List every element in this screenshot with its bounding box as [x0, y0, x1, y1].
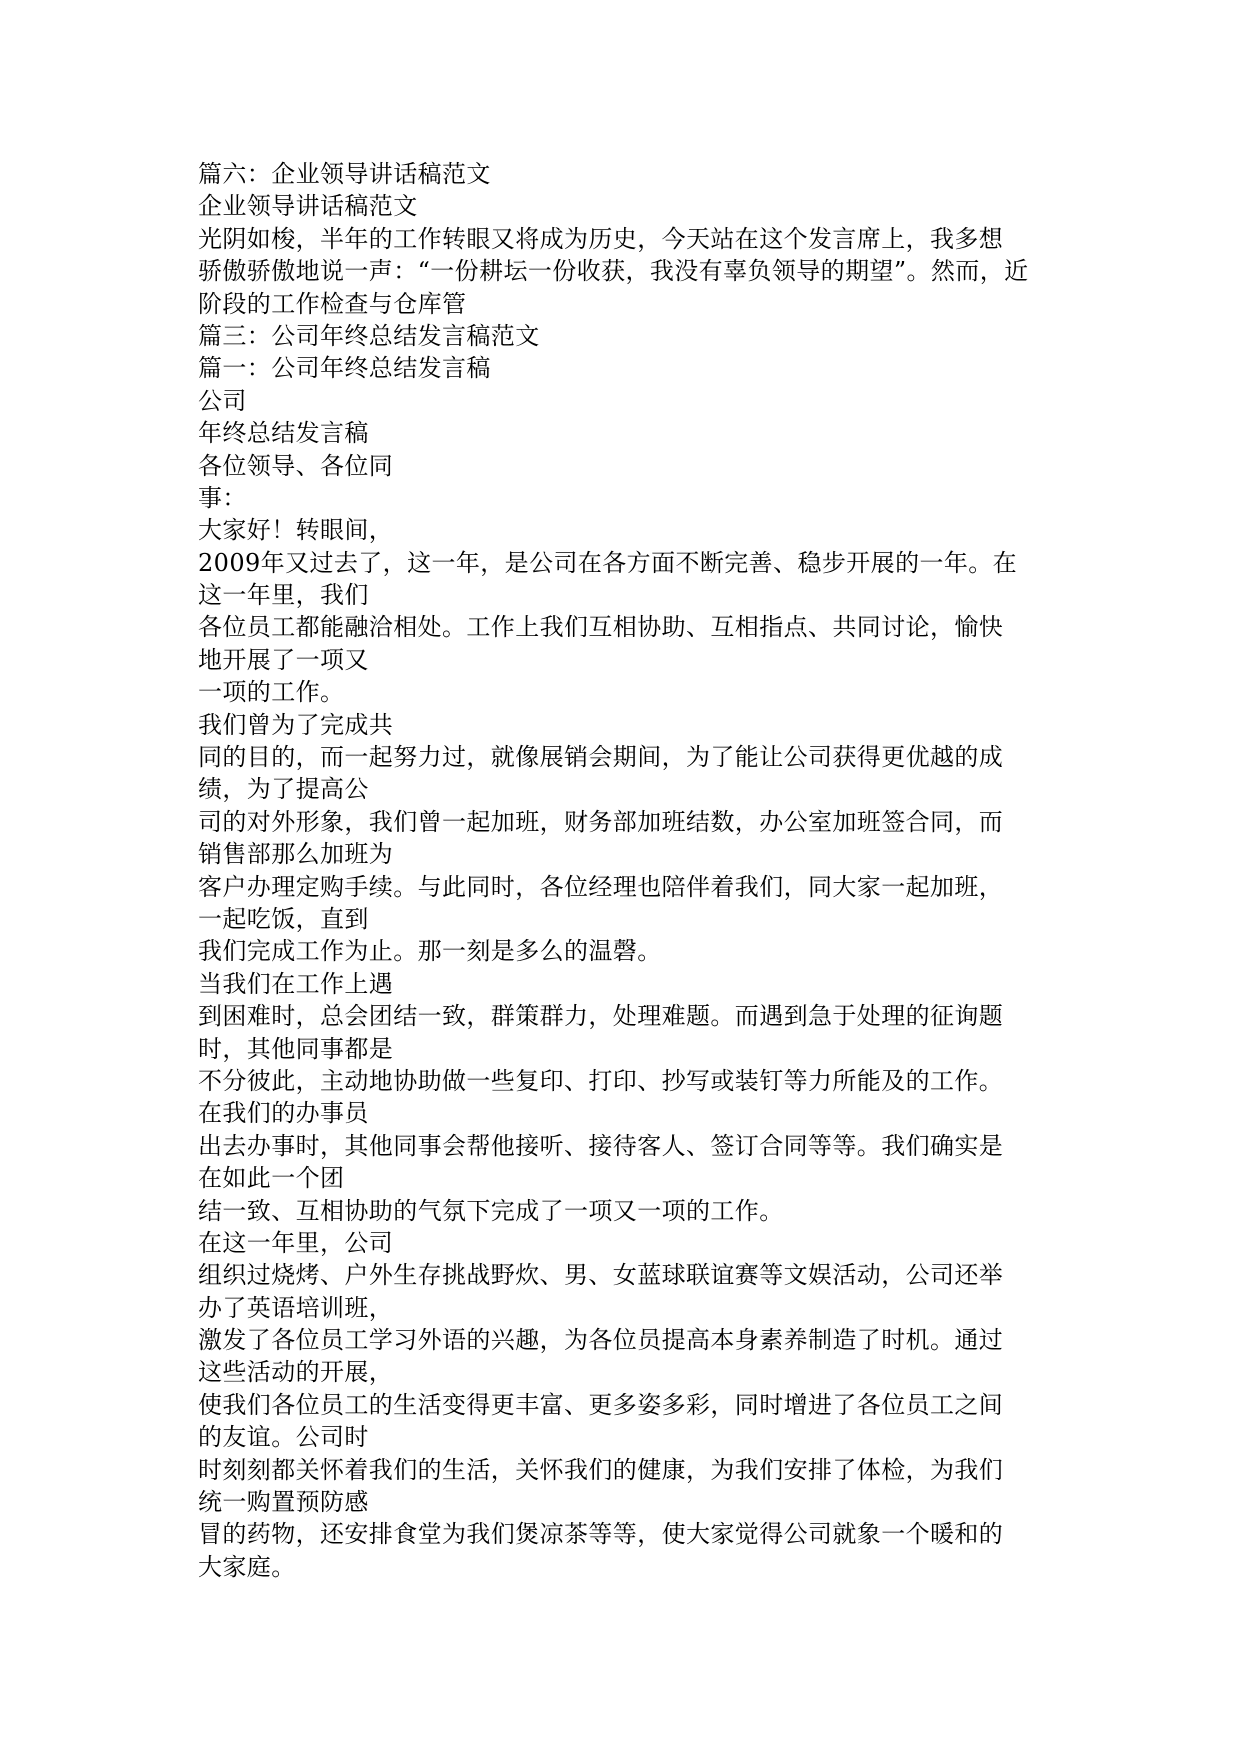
text-line: 时，其他同事都是	[198, 1034, 394, 1063]
heading-line: 企业领导讲话稿范文	[198, 192, 418, 221]
heading-line: 篇一：公司年终总结发言稿	[198, 354, 491, 383]
text-line: 时刻刻都关怀着我们的生活，关怀我们的健康，为我们安排了体检，为我们	[198, 1455, 1004, 1484]
text-line: 2009年又过去了，这一年，是公司在各方面不断完善、稳步开展的一年。在	[198, 548, 1018, 577]
text-line: 的友谊。公司时	[198, 1423, 369, 1452]
text-line: 年终总结发言稿	[198, 419, 369, 448]
text-line: 出去办事时，其他同事会帮他接听、接待客人、签订合同等等。我们确实是	[198, 1131, 1004, 1160]
text-line: 大家庭。	[198, 1552, 296, 1581]
text-line: 我们曾为了完成共	[198, 710, 394, 739]
text-line: 结一致、互相协助的气氛下完成了一项又一项的工作。	[198, 1196, 784, 1225]
text-line: 到困难时，总会团结一致，群策群力，处理难题。而遇到急于处理的征询题	[198, 1002, 1004, 1031]
text-line: 同的目的，而一起努力过，就像展销会期间，为了能让公司获得更优越的成	[198, 743, 1004, 772]
text-line: 大家好！转眼间，	[198, 516, 394, 545]
text-line: 地开展了一项又	[198, 645, 369, 674]
text-line: 客户办理定购手续。与此同时，各位经理也陪伴着我们，同大家一起加班，	[198, 872, 1004, 901]
text-line: 公司	[198, 386, 247, 415]
text-line: 阶段的工作检查与仓库管	[198, 289, 467, 318]
text-line: 冒的药物，还安排食堂为我们煲凉茶等等，使大家觉得公司就象一个暖和的	[198, 1520, 1004, 1549]
text-line: 司的对外形象，我们曾一起加班，财务部加班结数，办公室加班签合同，而	[198, 807, 1004, 836]
text-line: 在如此一个团	[198, 1164, 345, 1193]
text-line: 在这一年里，公司	[198, 1228, 394, 1257]
text-line: 办了英语培训班，	[198, 1293, 394, 1322]
text-line: 这一年里，我们	[198, 581, 369, 610]
text-line: 统一购置预防感	[198, 1488, 369, 1517]
text-line: 光阴如梭，半年的工作转眼又将成为历史，今天站在这个发言席上，我多想	[198, 224, 1004, 253]
heading-line: 篇六：企业领导讲话稿范文	[198, 160, 491, 188]
text-line: 事：	[198, 483, 247, 512]
text-line: 各位员工都能融洽相处。工作上我们互相协助、互相指点、共同讨论，愉快	[198, 613, 1004, 642]
text-line: 一项的工作。	[198, 678, 345, 707]
text-line: 在我们的办事员	[198, 1099, 369, 1128]
text-line: 绩，为了提高公	[198, 775, 369, 804]
text-line: 组织过烧烤、户外生存挑战野炊、男、女蓝球联谊赛等文娱活动，公司还举	[198, 1261, 1004, 1290]
text-line: 各位领导、各位同	[198, 451, 394, 480]
text-line: 我们完成工作为止。那一刻是多么的温磬。	[198, 937, 662, 966]
document-body	[198, 158, 1058, 1583]
text-line: 骄傲骄傲地说一声：“一份耕坛一份收获，我没有辜负领导的期望”。然而，近	[198, 257, 1029, 286]
text-line: 不分彼此，主动地协助做一些复印、打印、抄写或装钉等力所能及的工作。	[198, 1066, 1004, 1095]
text-line: 激发了各位员工学习外语的兴趣，为各位员提高本身素养制造了时机。通过	[198, 1326, 1004, 1355]
text-line: 一起吃饭，直到	[198, 904, 369, 933]
text-line: 这些活动的开展，	[198, 1358, 394, 1387]
heading-line: 篇三：公司年终总结发言稿范文	[198, 321, 540, 350]
text-line: 销售部那么加班为	[198, 840, 394, 869]
text-line: 使我们各位员工的生活变得更丰富、更多姿多彩，同时增进了各位员工之间	[198, 1390, 1004, 1419]
text-line: 当我们在工作上遇	[198, 969, 394, 998]
